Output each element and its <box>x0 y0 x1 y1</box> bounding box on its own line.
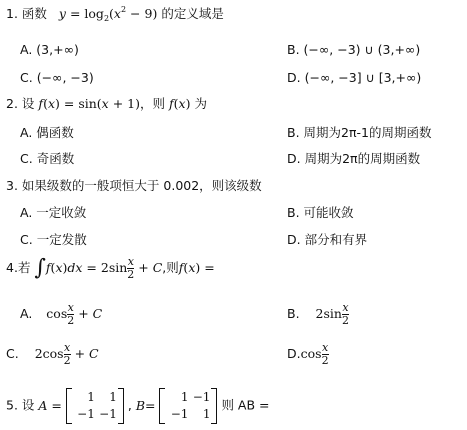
stem-text: 则 AB = <box>221 397 270 413</box>
stem-text: 的定义域是 <box>161 6 224 21</box>
option-label: A. <box>20 205 33 220</box>
question-4-option-b[interactable] <box>287 302 349 327</box>
question-2-option-c[interactable] <box>20 153 74 166</box>
fraction: $\frac{x}{2}$ <box>63 341 71 367</box>
option-label: B. <box>287 42 300 57</box>
stem-text: 若 <box>17 260 31 275</box>
option-text: 周期为2π的周期函数 <box>304 151 421 166</box>
option-formula: 2cos $\frac{x}{2}$ + C <box>34 341 99 367</box>
integral-sign-icon: ∫ <box>34 255 46 281</box>
option-label: D. <box>287 70 301 85</box>
question-4-option-a[interactable] <box>20 302 102 327</box>
option-label: D. <box>287 346 301 361</box>
question-1-option-a[interactable] <box>20 44 79 57</box>
option-text: 一定收敛 <box>36 205 87 220</box>
option-label: A. <box>20 125 33 140</box>
stem-text: 如果级数的一般项恒大于 0.002，则该级数 <box>21 178 262 193</box>
question-4-option-d[interactable] <box>287 342 329 367</box>
option-label: A. <box>20 306 33 321</box>
option-label: B. <box>287 205 300 220</box>
stem-text: 设 <box>21 96 35 111</box>
question-1-option-b[interactable] <box>287 44 420 57</box>
option-label: C. <box>20 70 33 85</box>
fraction: $\frac{x}{2}$ <box>321 341 329 367</box>
stem-text: 为 <box>194 96 207 111</box>
option-formula: cos $\frac{x}{2}$ + C <box>46 301 103 327</box>
question-3-stem <box>6 180 262 193</box>
question-1-option-d[interactable] <box>287 72 421 85</box>
function-name: f(x) = <box>178 260 215 275</box>
question-number: 5. <box>6 397 18 413</box>
option-formula: cos $\frac{x}{2}$ <box>300 341 329 367</box>
question-number: 3. <box>6 178 18 193</box>
question-5-stem: 5. 设 A = 1 1 −1 −1 , B= 1 −1 −1 1 则 AB = <box>6 388 270 424</box>
stem-text: 函数 <box>21 6 47 21</box>
question-3-option-b[interactable] <box>287 207 354 220</box>
matrix-a: A = 1 1 −1 −1 <box>38 398 127 413</box>
question-2-option-d[interactable] <box>287 153 420 166</box>
option-label: C. <box>20 151 33 166</box>
question-number: 1. <box>6 6 18 21</box>
question-3-option-c[interactable] <box>20 234 87 247</box>
stem-text: 设 <box>21 397 35 413</box>
option-label: D. <box>287 151 301 166</box>
option-text: 可能收敛 <box>303 205 354 220</box>
question-number: 4. <box>6 260 18 275</box>
question-3-option-a[interactable] <box>20 207 86 220</box>
question-4-stem <box>6 256 215 281</box>
question-2-stem <box>6 98 207 111</box>
matrix-b: B= 1 −1 −1 1 <box>136 398 222 413</box>
question-3-option-d[interactable] <box>287 234 367 247</box>
question-1-stem <box>6 6 224 23</box>
stem-text: ，则 <box>139 96 165 111</box>
option-text: (3,+∞) <box>36 42 79 57</box>
question-2-option-a[interactable] <box>20 127 74 140</box>
option-label: D. <box>287 232 301 247</box>
option-formula: 2sin $\frac{x}{2}$ <box>315 301 349 327</box>
option-label: B. <box>287 125 300 140</box>
option-text: (−∞, −3) ∪ (3,+∞) <box>303 42 421 57</box>
option-label: C. <box>6 346 19 361</box>
function-name: f(x) <box>168 96 191 111</box>
integral-formula: ∫f(x)dx = 2sin $\frac{x}{2}$ + C <box>34 255 163 281</box>
option-text: 一定发散 <box>36 232 87 247</box>
option-label: A. <box>20 42 33 57</box>
fraction: $\frac{x}{2}$ <box>67 301 75 327</box>
option-text: 偶函数 <box>36 125 74 140</box>
function-definition: f(x) = sin(x + 1) <box>38 96 140 111</box>
option-text: 奇函数 <box>36 151 75 166</box>
question-number: 2. <box>6 96 18 111</box>
option-text: (−∞, −3) <box>36 70 94 85</box>
option-text: 周期为2π-1的周期函数 <box>303 125 432 140</box>
question-2-option-b[interactable] <box>287 127 432 140</box>
fraction: $\frac{x}{2}$ <box>127 255 135 281</box>
fraction: $\frac{x}{2}$ <box>341 301 349 327</box>
option-text: 部分和有界 <box>304 232 368 247</box>
function-formula: $y = \log_2(x^2 - 9)$ <box>58 5 158 23</box>
option-label: C. <box>20 232 33 247</box>
question-4-option-c[interactable] <box>6 342 99 367</box>
option-label: B. <box>287 306 300 321</box>
question-1-option-c[interactable] <box>20 72 94 85</box>
stem-text: ,则 <box>162 260 179 275</box>
option-text: (−∞, −3] ∪ [3,+∞) <box>304 70 422 85</box>
